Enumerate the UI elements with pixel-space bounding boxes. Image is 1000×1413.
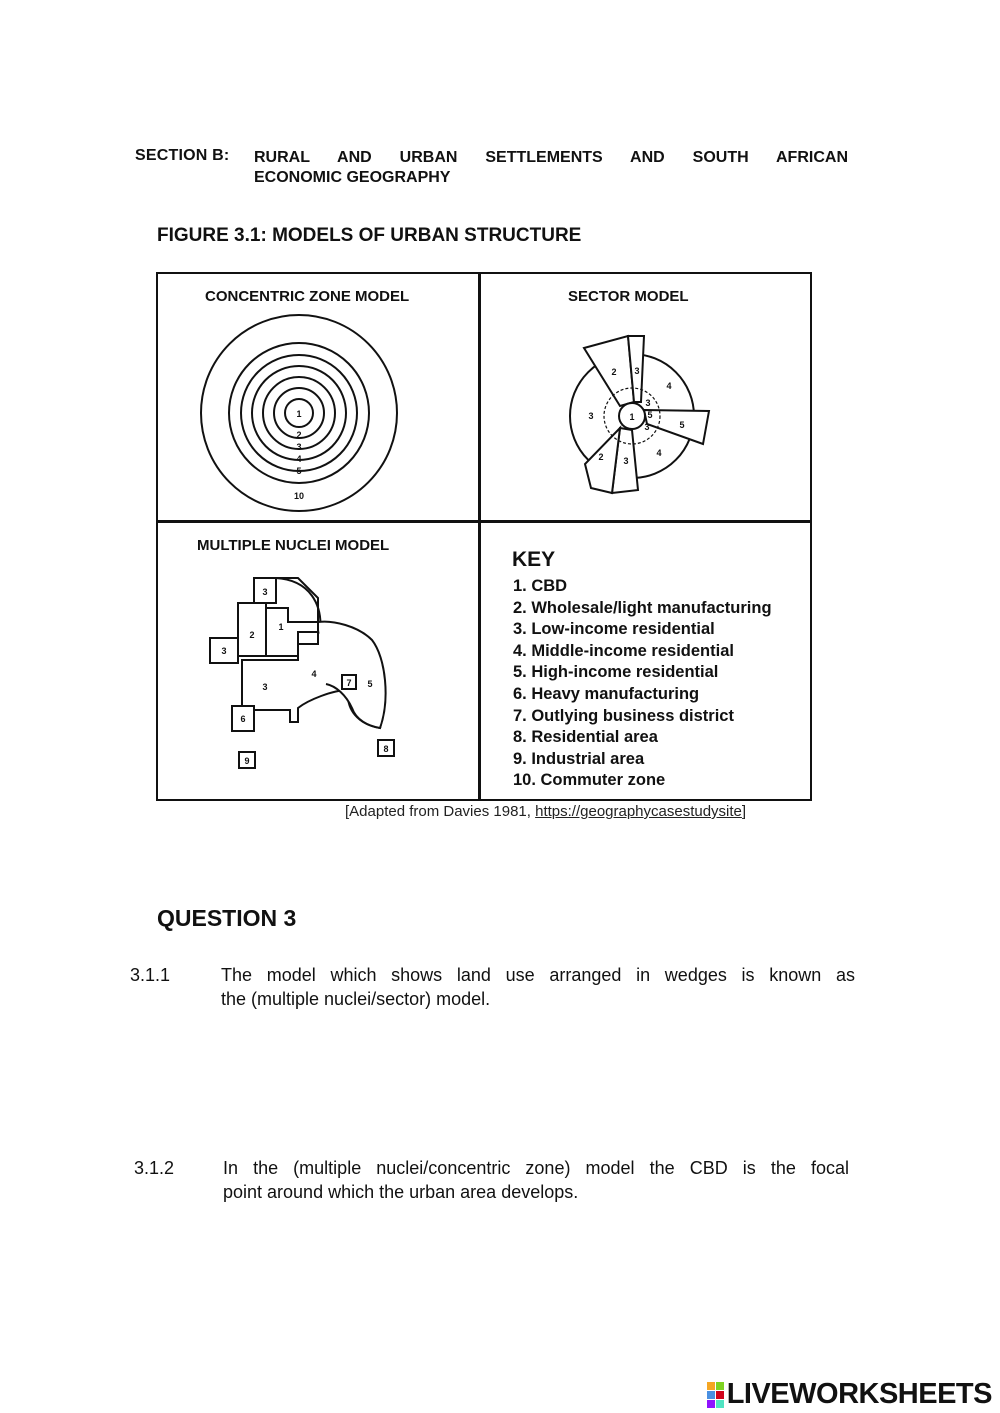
key-item: 1. CBD — [513, 577, 568, 595]
badge-cell — [707, 1382, 715, 1390]
key-title: KEY — [512, 548, 556, 571]
sector-label: 3 — [623, 456, 629, 466]
zone-label: 2 — [296, 430, 302, 440]
question-number: 3.1.1 — [130, 965, 171, 985]
nuclei-model-title: MULTIPLE NUCLEI MODEL — [197, 537, 390, 554]
question-text-line1: In the (multiple nuclei/concentric zone) model the CBD is the focal — [223, 1158, 849, 1178]
sector-label: 1 — [629, 412, 635, 422]
nuclei-label: 3 — [262, 587, 268, 597]
nuclei-label: 6 — [240, 714, 246, 724]
sector-label: 3 — [634, 366, 640, 376]
sector-diagram — [481, 310, 811, 518]
key-item: 6. Heavy manufacturing — [513, 684, 700, 703]
nuclei-label: 1 — [278, 622, 284, 632]
sector-label: 4 — [656, 448, 662, 458]
nuclei-label: 2 — [249, 630, 255, 640]
zone-label: 10 — [293, 491, 305, 501]
key-item: 4. Middle-income residential — [513, 641, 734, 660]
sector-label: 4 — [666, 381, 672, 391]
figure-divider-horizontal — [156, 520, 812, 523]
key-item: 8. Residential area — [513, 728, 658, 747]
zone-label: 4 — [296, 454, 302, 464]
zone-label: 3 — [296, 442, 302, 452]
question-text-line2: point around which the urban area develops. — [223, 1182, 579, 1202]
question-text-line2: the (multiple nuclei/sector) model. — [221, 989, 491, 1009]
question-title: QUESTION 3 — [157, 905, 297, 931]
liveworksheets-badge-icon — [707, 1382, 724, 1408]
multiple-nuclei-diagram — [158, 560, 476, 798]
key-item: 7. Outlying business district — [513, 706, 734, 725]
source-prefix: [Adapted from Davies 1981, — [345, 803, 536, 820]
sector-label: 3 — [645, 398, 651, 408]
sector-label: 2 — [598, 452, 604, 462]
sector-label: 5 — [679, 420, 685, 430]
badge-cell — [716, 1400, 724, 1408]
question-number: 3.1.2 — [134, 1158, 175, 1178]
source-link[interactable]: https://geographycasestudysite — [535, 803, 742, 820]
liveworksheets-logo[interactable] — [707, 1378, 992, 1411]
badge-cell — [716, 1391, 724, 1399]
concentric-model-title: CONCENTRIC ZONE MODEL — [205, 288, 410, 305]
section-label: SECTION B: — [135, 147, 230, 164]
zone-label: 1 — [296, 409, 302, 419]
zone-label: 5 — [296, 466, 302, 476]
sector-label: 3 — [644, 422, 650, 432]
sector-label: 2 — [611, 367, 617, 377]
section-title-line1: RURAL AND URBAN SETTLEMENTS AND SOUTH AFRICAN — [254, 149, 848, 166]
nuclei-label: 7 — [346, 678, 352, 688]
key-item: 2. Wholesale/light manufacturing — [513, 598, 772, 617]
key-item: 3. Low-income residential — [513, 620, 715, 639]
badge-cell — [707, 1400, 715, 1408]
sector-model-title: SECTOR MODEL — [568, 288, 689, 305]
sector-label: 3 — [588, 411, 594, 421]
nuclei-label: 9 — [244, 756, 250, 766]
badge-cell — [716, 1382, 724, 1390]
sector-label: 5 — [647, 410, 653, 420]
question-text-line1: The model which shows land use arranged in wedges is known as — [221, 965, 855, 985]
badge-cell — [707, 1391, 715, 1399]
section-title-line2: ECONOMIC GEOGRAPHY — [254, 169, 451, 186]
nuclei-label: 8 — [383, 744, 389, 754]
key-item: 9. Industrial area — [513, 749, 645, 768]
nuclei-label: 4 — [311, 669, 317, 679]
source-suffix: ] — [741, 803, 747, 820]
key-item: 5. High-income residential — [513, 663, 719, 682]
liveworksheets-brand: LIVEWORKSHEETS — [726, 1378, 992, 1410]
nuclei-label: 3 — [262, 682, 268, 692]
key-list — [513, 576, 772, 792]
figure-source — [345, 803, 746, 820]
key-item: 10. Commuter zone — [513, 771, 666, 790]
nuclei-label: 3 — [221, 646, 227, 656]
figure-title: FIGURE 3.1: MODELS OF URBAN STRUCTURE — [157, 225, 582, 246]
nuclei-label: 5 — [367, 679, 373, 689]
concentric-zone-diagram — [158, 310, 476, 518]
